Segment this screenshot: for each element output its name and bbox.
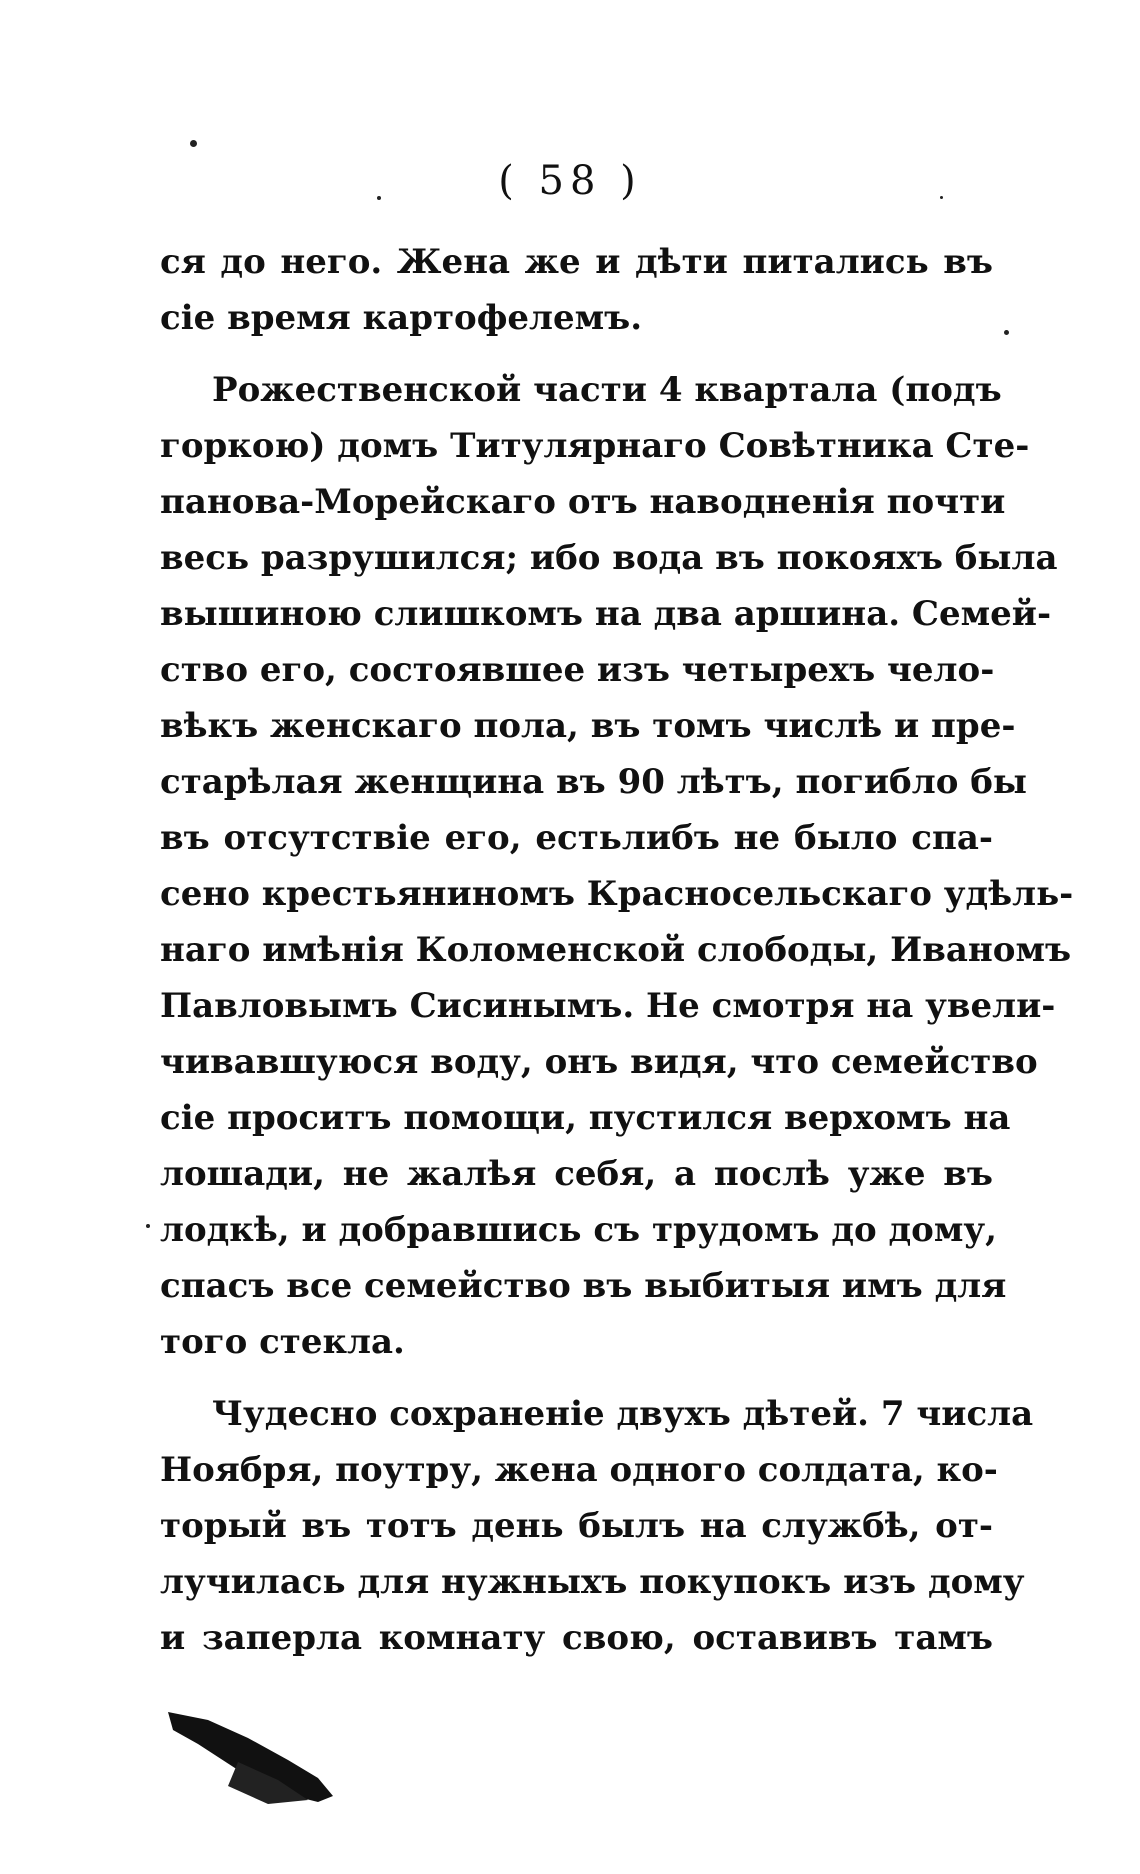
- text-line: сіе время картофелемъ.: [160, 298, 643, 338]
- scan-speck: [146, 1224, 150, 1228]
- text-line: чивавшуюся воду, онъ видя, что семейство: [160, 1042, 1038, 1082]
- text-line: въ отсутствіе его, естьлибъ не было спа-: [160, 818, 993, 858]
- text-line: панова-Морейскаго отъ наводненія почти: [160, 482, 1006, 522]
- text-line: лучилась для нужныхъ покупокъ изъ дому: [160, 1562, 1025, 1602]
- scan-speck: [190, 140, 197, 147]
- text-line: наго имѣнія Коломенской слободы, Иваномъ: [160, 930, 1072, 970]
- text-line: старѣлая женщина въ 90 лѣтъ, погибло бы: [160, 762, 1027, 802]
- text-line: торый въ тотъ день былъ на службѣ, от-: [160, 1506, 993, 1546]
- text-line: Рожественской части 4 квартала (подъ: [212, 370, 1002, 410]
- scan-speck: [1004, 330, 1009, 335]
- text-line: вѣкъ женскаго пола, въ томъ числѣ и пре-: [160, 706, 1016, 746]
- text-line: Чудесно сохраненіе двухъ дѣтей. 7 числа: [212, 1394, 1034, 1434]
- text-line: ство его, состоявшее изъ четырехъ чело-: [160, 650, 995, 690]
- text-line: лошади, не жалѣя себя, а послѣ уже въ: [160, 1154, 993, 1194]
- text-line: горкою) домъ Титулярнаго Совѣтника Сте-: [160, 426, 1030, 466]
- scan-speck: [940, 196, 943, 199]
- text-line: Павловымъ Сисинымъ. Не смотря на увели-: [160, 986, 1056, 1026]
- text-line: того стекла.: [160, 1322, 405, 1362]
- scan-speck: [377, 196, 381, 200]
- text-line: спасъ все семейство въ выбитыя имъ для: [160, 1266, 1007, 1306]
- text-line: Ноября, поутру, жена одного солдата, ко-: [160, 1450, 998, 1490]
- page-text: [160, 234, 1074, 1666]
- scan-corner-artifact: [168, 1700, 338, 1810]
- text-line: сіе проситъ помощи, пустился верхомъ на: [160, 1098, 1011, 1138]
- text-line: и заперла комнату свою, оставивъ тамъ: [160, 1618, 993, 1658]
- paragraph-gap: [160, 346, 993, 362]
- paragraph-gap: [160, 1370, 993, 1386]
- text-line: ся до него. Жена же и дѣти питались въ: [160, 242, 993, 282]
- text-line: вышиною слишкомъ на два аршина. Семей-: [160, 594, 1052, 634]
- text-line: сено крестьяниномъ Красносельскаго удѣль-: [160, 874, 1074, 914]
- page-number: ( 58 ): [498, 158, 642, 204]
- text-line: весь разрушился; ибо вода въ покояхъ была: [160, 538, 1058, 578]
- text-line: лодкѣ, и добравшись съ трудомъ до дому,: [160, 1210, 997, 1250]
